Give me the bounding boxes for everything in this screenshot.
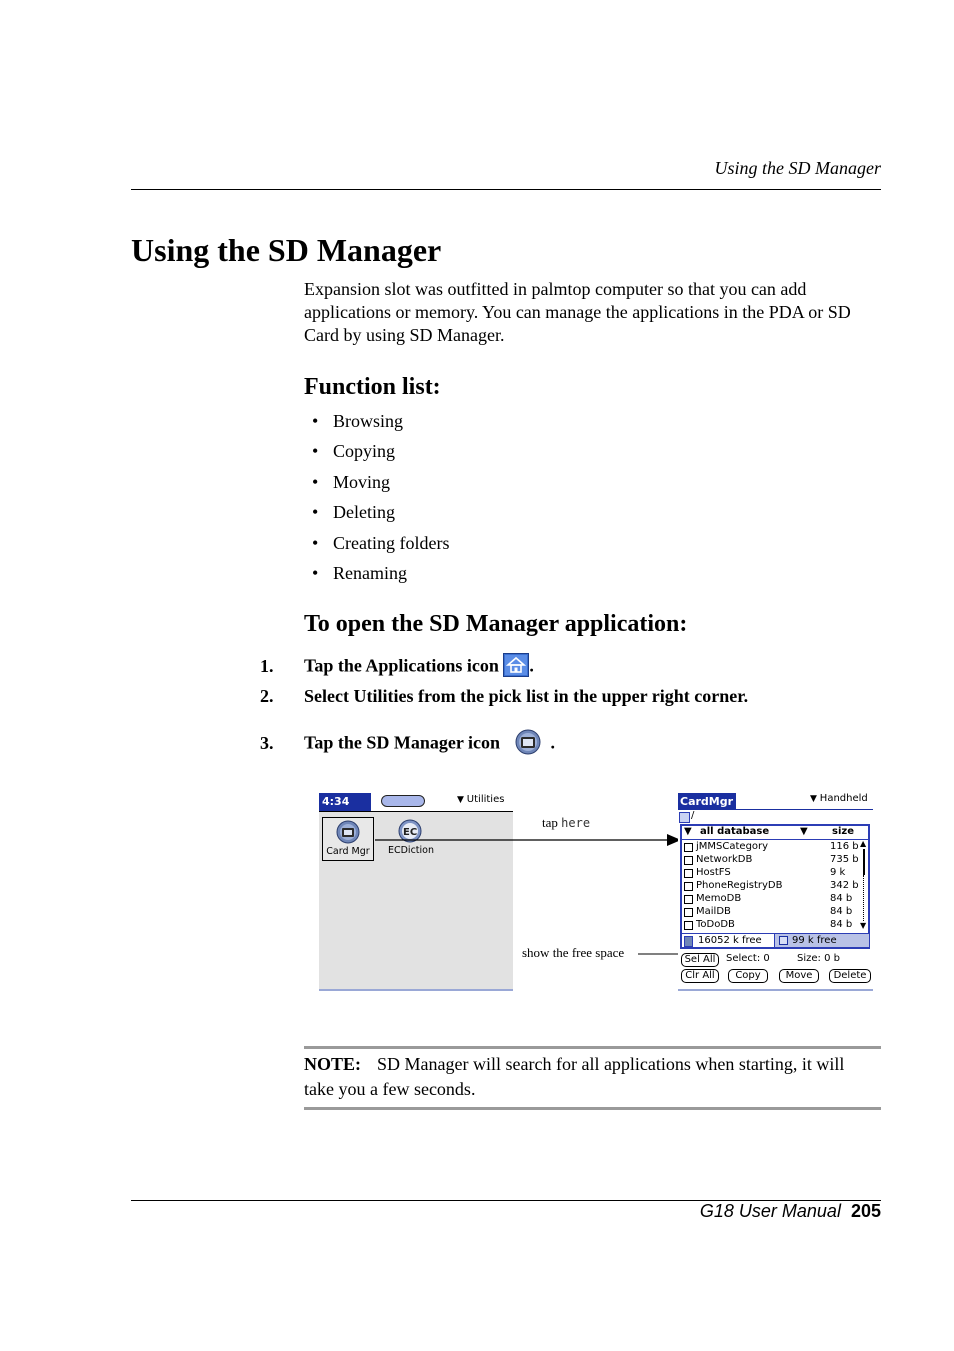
table-row[interactable]: MailDB 84 b	[682, 905, 868, 918]
free-space-row: 16052 k free 99 k free	[682, 933, 868, 948]
note-text: SD Manager will search for all applications when starting, it will take you a few seconds.	[304, 1054, 845, 1099]
sd-card-icon	[779, 936, 788, 945]
folder-up-icon[interactable]	[679, 812, 690, 823]
select-count: Select: 0	[726, 953, 770, 964]
list-item: • Browsing	[312, 411, 404, 431]
list-header	[682, 826, 868, 840]
checkbox[interactable]	[684, 856, 693, 865]
move-button[interactable]: Move	[779, 969, 819, 983]
scroll-thumb[interactable]	[863, 849, 865, 875]
file-list	[680, 824, 870, 949]
scroll-up-icon[interactable]: ▲	[860, 839, 867, 848]
select-all-button[interactable]: Sel All	[681, 953, 719, 967]
card-free-cell[interactable]: 99 k free	[774, 934, 869, 947]
function-list	[312, 408, 449, 590]
footer	[700, 1201, 881, 1222]
running-header: Using the SD Manager	[714, 158, 881, 178]
note-top-rule	[304, 1046, 881, 1049]
scrollbar[interactable]	[860, 840, 868, 932]
ecdiction-app[interactable]: EC ECDiction	[383, 817, 439, 859]
handheld-icon	[684, 936, 693, 947]
step-3: 3. Tap the SD Manager icon .	[260, 729, 555, 760]
launcher-time: 4:34	[319, 793, 371, 811]
cardmgr-screen	[678, 793, 873, 991]
list-item: • Renaming	[312, 562, 407, 583]
dropdown-triangle-icon: ▼	[810, 794, 820, 804]
checkbox[interactable]	[684, 843, 693, 852]
list-item: • Deleting	[312, 502, 395, 523]
card-mgr-icon	[335, 820, 361, 844]
page-number: 205	[850, 1201, 881, 1221]
list-item: • Copying	[312, 441, 396, 462]
card-mgr-app[interactable]: Card Mgr	[322, 817, 374, 861]
manual-name: G18 User Manual	[699, 1201, 841, 1221]
header-rule	[131, 189, 881, 190]
tap-here-label: tap here	[542, 815, 591, 830]
sd-manager-icon	[513, 729, 543, 760]
step-2: 2. Select Utilities from the pick list in the upper right corner.	[260, 686, 749, 706]
list-item: • Creating folders	[312, 532, 450, 553]
checkbox[interactable]	[684, 895, 693, 904]
selection-size: Size: 0 b	[797, 953, 840, 964]
checkbox[interactable]	[684, 921, 693, 930]
table-row[interactable]: PhoneRegistryDB 342 b	[682, 879, 868, 892]
function-list-heading: Function list:	[304, 374, 441, 400]
open-section-heading: To open the SD Manager application:	[304, 611, 688, 637]
list-item: • Moving	[312, 471, 391, 492]
scroll-down-icon[interactable]: ▼	[860, 921, 867, 930]
note-label: NOTE:	[304, 1054, 362, 1074]
filter-picker[interactable]: all database	[700, 826, 770, 837]
dropdown-triangle-icon: ▼	[457, 795, 467, 805]
cardmgr-title: CardMgr	[678, 793, 736, 810]
intro-paragraph: Expansion slot was outfitted in palmtop computer so that you can add applications or memory. You can manage the applications in the PDA or SD Card by using SD Manager.	[304, 279, 851, 345]
free-space-label: show the free space	[522, 945, 625, 960]
table-row[interactable]: MemoDB 84 b	[682, 892, 868, 905]
current-path: /	[691, 810, 695, 821]
home-icon	[503, 653, 529, 682]
table-row[interactable]: jMMSCategory 116 b	[682, 840, 868, 853]
copy-button[interactable]: Copy	[728, 969, 768, 983]
clear-all-button[interactable]: Clr All	[681, 969, 719, 983]
step-1: 1. Tap the Applications icon .	[260, 653, 534, 682]
battery-icon	[381, 795, 425, 807]
location-picker[interactable]: ▼ Handheld	[810, 793, 868, 804]
note	[304, 1052, 874, 1102]
table-row[interactable]: NetworkDB 735 b	[682, 853, 868, 866]
sort-triangle-icon[interactable]: ▼	[800, 826, 808, 837]
tap-arrow	[375, 833, 685, 847]
page-title: Using the SD Manager	[131, 232, 442, 268]
checkbox[interactable]	[684, 908, 693, 917]
category-picker[interactable]: ▼ Utilities	[457, 794, 505, 805]
checkbox[interactable]	[684, 869, 693, 878]
note-bottom-rule	[304, 1107, 881, 1110]
size-column-header: size	[832, 826, 854, 837]
table-row[interactable]: ToDoDB 84 b	[682, 918, 868, 931]
svg-text:EC: EC	[403, 827, 418, 838]
table-row[interactable]: HostFS 9 k	[682, 866, 868, 879]
launcher-screen	[319, 793, 513, 991]
dropdown-triangle-icon: ▼	[684, 826, 692, 837]
delete-button[interactable]: Delete	[829, 969, 871, 983]
checkbox[interactable]	[684, 882, 693, 891]
